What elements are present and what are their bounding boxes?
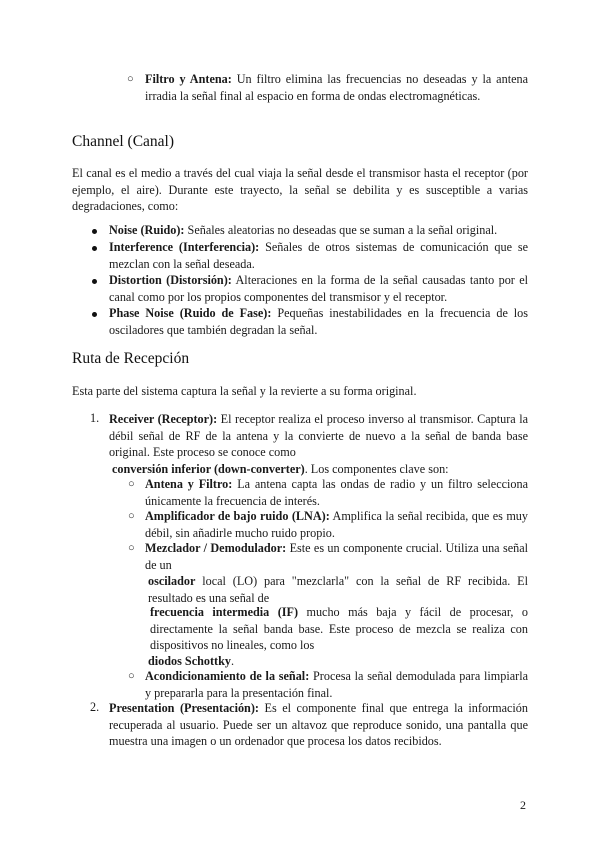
hollow-bullet-icon: ○	[128, 510, 135, 522]
sub-list-item: Antena y Filtro: La antena capta las ondas de radio y un filtro selecciona únicamente la frecuencia de interés.	[145, 477, 528, 508]
receiver-item-continued: conversión inferior (down-converter). Los componentes clave son:	[112, 462, 449, 476]
list-number: 1.	[90, 411, 100, 425]
list-item: Interference (Interferencia): Señales de otros sistemas de comunicación que se mezclan con la señal deseada.	[109, 240, 528, 271]
hollow-bullet-icon: ○	[128, 478, 135, 490]
list-item: Distortion (Distorsión): Alteraciones en la forma de la señal causadas tanto por el canal como por los propios componentes del transmisor y el receptor.	[109, 273, 528, 304]
hollow-bullet-icon: ○	[128, 670, 135, 682]
sub-list-item: Acondicionamiento de la señal: Procesa la señal demodulada para limpiarla y prepararla para la presentación final.	[145, 669, 528, 700]
bullet-icon	[92, 246, 97, 251]
channel-intro-paragraph: El canal es el medio a través del cual viaja la señal desde el transmisor hasta el receptor (por ejemplo, el aire). Durante este trayecto, la señal se debilita y es susceptible a varias degradaciones, como:	[72, 166, 528, 213]
bullet-icon	[92, 312, 97, 317]
mixer-continued-3: diodos Schottky.	[148, 654, 235, 668]
reception-intro-paragraph: Esta parte del sistema captura la señal y la revierte a su forma original.	[72, 384, 417, 398]
sub-list-item-mixer: Mezclador / Demodulador: Este es un componente crucial. Utiliza una señal de un	[145, 541, 528, 572]
presentation-item: Presentation (Presentación): Es el componente final que entrega la información recuperada al usuario. Puede ser un altavoz que reproduce sonido, una pantalla que muestra una imagen o un ordenador que procesa los datos recibidos.	[109, 701, 528, 748]
page-number: 2	[520, 798, 526, 812]
list-item: Phase Noise (Ruido de Fase): Pequeñas inestabilidades en la frecuencia de los osciladores que también degradan la señal.	[109, 306, 528, 337]
section-heading-reception: Ruta de Recepción	[72, 350, 190, 367]
list-item: Filtro y Antena: Un filtro elimina las frecuencias no deseadas y la antena irradia la señal final al espacio en forma de ondas electromagnéticas.	[145, 72, 528, 103]
list-item: Noise (Ruido): Señales aleatorias no deseadas que se suman a la señal original.	[109, 223, 498, 237]
mixer-continued-1: oscilador local (LO) para "mezclarla" con la señal de RF recibida. El resultado es una señal de	[148, 574, 528, 605]
mixer-continued-2: frecuencia intermedia (IF) mucho más baja y fácil de procesar, o directamente la señal banda base. Este proceso de mezcla se realiza con dispositivos no lineales, como los	[150, 605, 528, 652]
bullet-icon	[92, 229, 97, 234]
hollow-bullet-icon: ○	[127, 73, 134, 85]
section-heading-channel: Channel (Canal)	[72, 133, 175, 150]
bullet-icon	[92, 279, 97, 284]
list-number: 2.	[90, 700, 100, 714]
receiver-item: Receiver (Receptor): El receptor realiza el proceso inverso al transmisor. Captura la débil señal de RF de la antena y la convierte de nuevo a la señal de banda base original. Este proceso se conoce como	[109, 412, 529, 459]
hollow-bullet-icon: ○	[128, 542, 135, 554]
sub-list-item: Amplificador de bajo ruido (LNA): Amplifica la señal recibida, que es muy débil, sin añadirle mucho ruido propio.	[145, 509, 528, 540]
